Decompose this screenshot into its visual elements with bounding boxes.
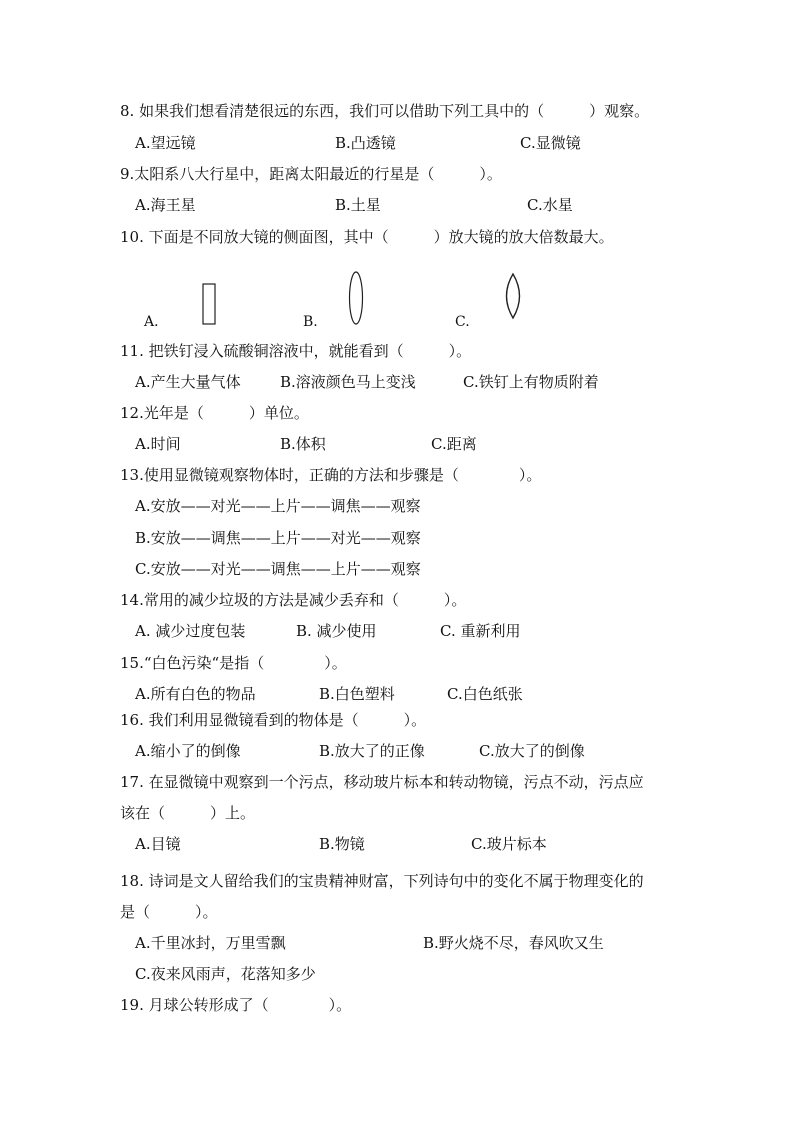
question-12-option-b: B.体积 [280, 435, 326, 453]
question-17-option-b: B.物镜 [319, 835, 365, 853]
question-15-option-a: A.所有白色的物品 [135, 685, 256, 703]
question-16-option-c: C.放大了的倒像 [479, 742, 585, 760]
question-9-option-c: C.水星 [527, 196, 573, 214]
question-17-stem-line1: 17. 在显微镜中观察到一个污点，移动玻片标本和转动物镜，污点不动，污点应 [120, 773, 644, 791]
question-18-stem-line2: 是（ ）。 [120, 903, 218, 921]
question-14-stem: 14.常用的减少垃圾的方法是减少丢弃和（ ）。 [120, 591, 467, 609]
question-13-option-b: B.安放——调焦——上片——对光——观察 [135, 529, 421, 547]
question-15-option-b: B.白色塑料 [319, 685, 395, 703]
question-9-option-a: A.海王星 [135, 196, 196, 214]
question-12-stem: 12.光年是（ ）单位。 [120, 404, 309, 422]
question-11-option-c: C.铁钉上有物质附着 [463, 373, 599, 391]
question-17-option-a: A.目镜 [135, 835, 181, 853]
question-11-stem: 11. 把铁钉浸入硫酸铜溶液中，就能看到（ ）。 [120, 342, 472, 360]
question-17-stem-line2: 该在（ ）上。 [120, 804, 256, 822]
question-8-option-b: B.凸透镜 [335, 134, 396, 152]
question-11-option-b: B.溶液颜色马上变浅 [280, 373, 416, 391]
question-15-option-c: C.白色纸张 [447, 685, 523, 703]
question-8-option-a: A.望远镜 [135, 134, 196, 152]
question-10-stem: 10. 下面是不同放大镜的侧面图，其中（ ）放大镜的放大倍数最大。 [120, 228, 614, 246]
question-18-option-a: A.千里冰封，万里雪飘 [135, 934, 286, 952]
question-16-option-b: B.放大了的正像 [319, 742, 425, 760]
question-18-option-c: C.夜来风雨声，花落知多少 [135, 965, 316, 983]
question-14-option-c: C. 重新利用 [440, 622, 521, 640]
lens-b-thin-convex-icon [346, 270, 366, 328]
question-18-stem-line1: 18. 诗词是文人留给我们的宝贵精神财富，下列诗句中的变化不属于物理变化的 [120, 872, 644, 890]
question-13-option-a: A.安放——对光——上片——调焦——观察 [135, 497, 421, 515]
question-16-stem: 16. 我们利用显微镜看到的物体是（ ）。 [120, 711, 427, 729]
question-14-option-b: B. 减少使用 [296, 622, 377, 640]
question-10-label-b: B. [303, 314, 318, 330]
question-17-option-c: C.玻片标本 [471, 835, 547, 853]
question-12-option-c: C.距离 [431, 435, 477, 453]
question-13-stem: 13.使用显微镜观察物体时，正确的方法和步骤是（ ）。 [120, 466, 542, 484]
question-8-stem: 8. 如果我们想看清楚很远的东西，我们可以借助下列工具中的（ ）观察。 [120, 102, 650, 120]
question-18-option-b: B.野火烧不尽，春风吹又生 [423, 934, 604, 952]
question-10-label-a: A． [144, 314, 169, 330]
question-19-stem: 19. 月球公转形成了（ ）。 [120, 996, 352, 1014]
question-9-stem: 9.太阳系八大行星中，距离太阳最近的行星是（ ）。 [120, 165, 502, 183]
question-16-option-a: A.缩小了的倒像 [135, 742, 241, 760]
question-15-stem: 15.“白色污染“是指（ ）。 [120, 654, 347, 672]
question-9-option-b: B.土星 [335, 196, 381, 214]
lens-a-flat-icon [200, 282, 220, 328]
question-12-option-a: A.时间 [135, 435, 181, 453]
question-10-label-c: C. [455, 314, 470, 330]
question-13-option-c: C.安放——对光——调焦——上片——观察 [135, 560, 421, 578]
question-8-option-c: C.显微镜 [520, 134, 581, 152]
question-14-option-a: A. 减少过度包装 [135, 622, 246, 640]
lens-c-thick-convex-icon [498, 272, 528, 320]
question-11-option-a: A.产生大量气体 [135, 373, 241, 391]
